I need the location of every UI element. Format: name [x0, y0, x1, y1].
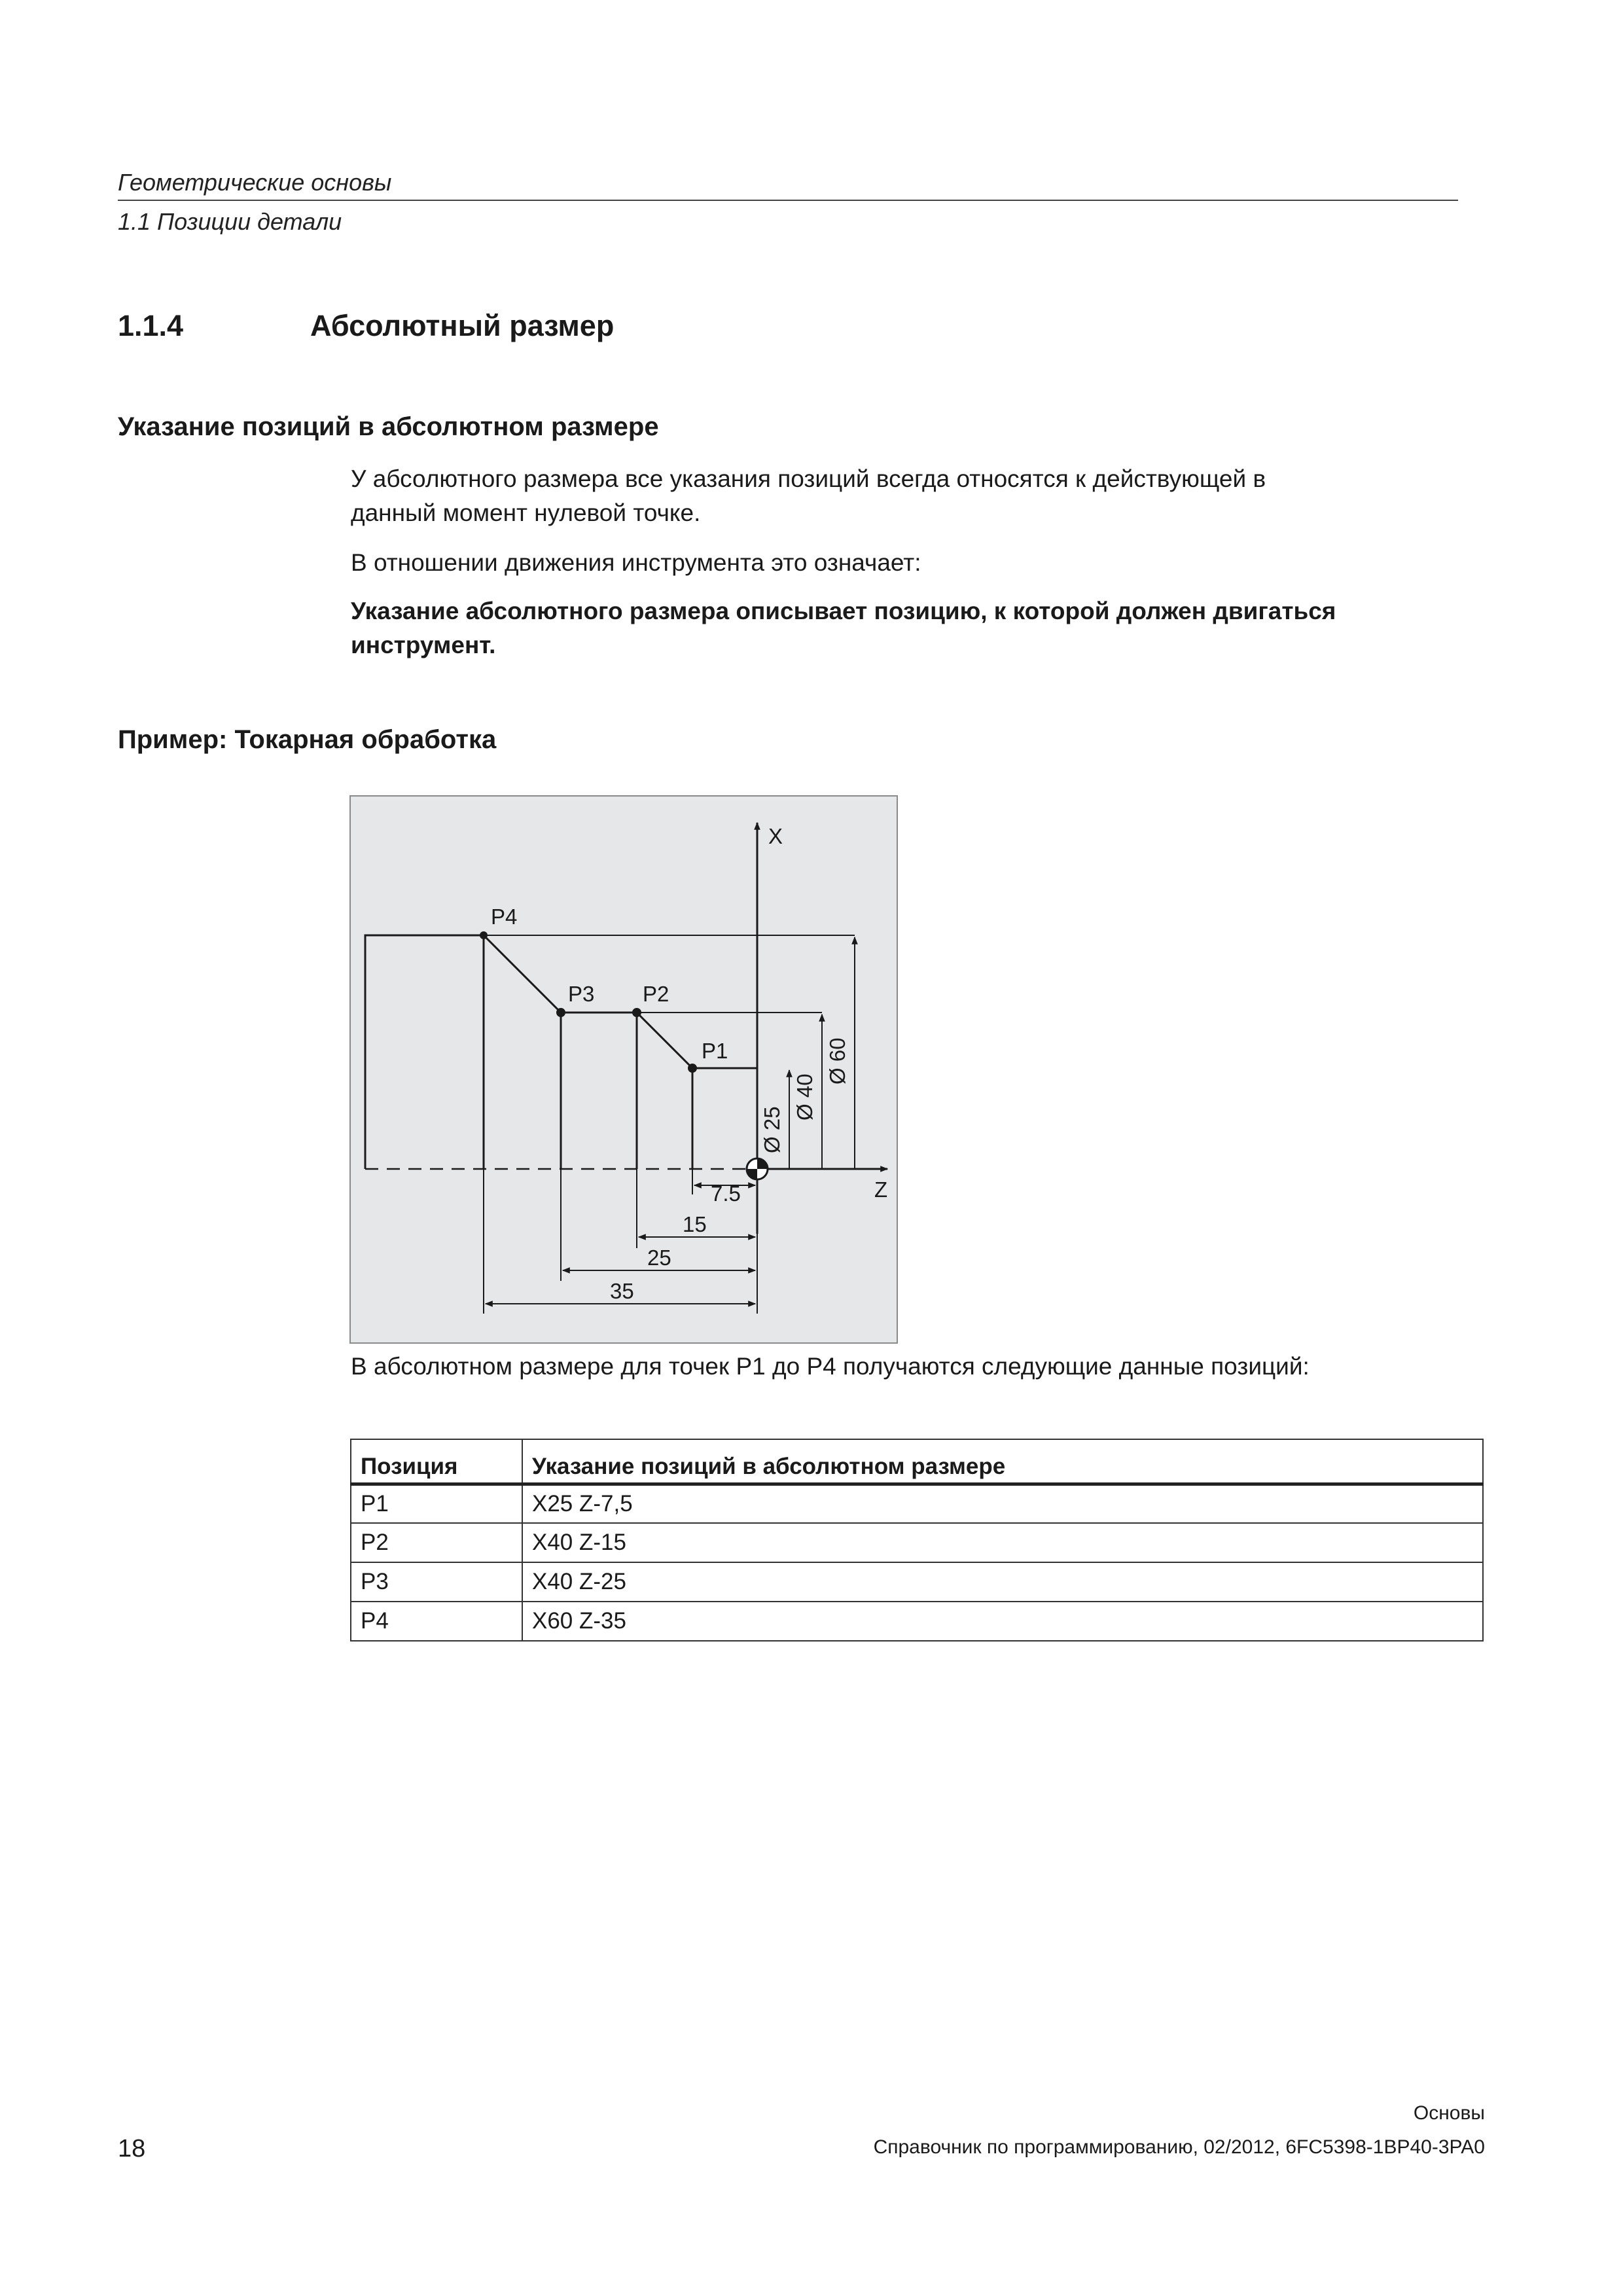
cell-position: P4 — [351, 1602, 522, 1641]
paragraph-line: Указание абсолютного размера описывает позицию, к которой должен двигаться — [351, 598, 1336, 624]
table-header-row — [351, 1439, 1483, 1484]
table-row — [351, 1562, 1483, 1602]
distance-25-label: 25 — [647, 1246, 671, 1270]
distance-7-5-label: 7.5 — [711, 1181, 741, 1206]
table-caption: В абсолютном размере для точек P1 до P4 получаются следующие данные позиций: — [351, 1353, 1310, 1380]
paragraph-tool-motion: В отношении движения инструмента это означает: — [351, 549, 921, 576]
cell-absolute: X40 Z-15 — [522, 1523, 1483, 1562]
point-p1-label: P1 — [702, 1039, 728, 1063]
table-row — [351, 1602, 1483, 1641]
table-row — [351, 1523, 1483, 1562]
paragraph-emphasis — [351, 594, 1463, 662]
positions-table — [350, 1439, 1484, 1641]
paragraph-line: инструмент. — [351, 632, 496, 658]
paragraph-absolute-definition — [351, 462, 1463, 530]
distance-35-label: 35 — [610, 1279, 634, 1303]
table-row — [351, 1484, 1483, 1523]
column-header-position: Позиция — [351, 1439, 522, 1484]
axis-z-label: Z — [874, 1177, 888, 1202]
page-number: 18 — [118, 2135, 146, 2162]
cell-absolute: X25 Z-7,5 — [522, 1484, 1483, 1523]
diameter-40-label: Ø 40 — [793, 1073, 817, 1121]
cell-absolute: X40 Z-25 — [522, 1562, 1483, 1602]
paragraph-line: данный момент нулевой точке. — [351, 499, 701, 526]
header-rule — [118, 200, 1458, 201]
point-p1-marker — [688, 1064, 697, 1073]
running-header-section: 1.1 Позиции детали — [118, 208, 342, 235]
subsection-title-positions: Указание позиций в абсолютном размере — [118, 412, 659, 441]
column-header-absolute: Указание позиций в абсолютном размере — [522, 1439, 1483, 1484]
cell-absolute: X60 Z-35 — [522, 1602, 1483, 1641]
cell-position: P1 — [351, 1484, 522, 1523]
running-header-chapter: Геометрические основы — [118, 169, 392, 196]
subsection-title-example: Пример: Токарная обработка — [118, 725, 497, 754]
cell-position: P3 — [351, 1562, 522, 1602]
point-p4-label: P4 — [491, 905, 518, 929]
zero-point-icon — [747, 1158, 768, 1179]
point-p3-label: P3 — [568, 982, 595, 1006]
section-title: Абсолютный размер — [310, 309, 615, 342]
point-p2-marker — [632, 1008, 641, 1017]
diameter-25-label: Ø 25 — [760, 1106, 784, 1153]
turning-diagram — [349, 795, 898, 1344]
footer-reference: Справочник по программированию, 02/2012, 6FC5398-1BP40-3PA0 — [873, 2136, 1485, 2158]
distance-15-label: 15 — [683, 1212, 707, 1236]
paragraph-line: У абсолютного размера все указания позиций всегда относятся к действующей в — [351, 465, 1266, 492]
section-number: 1.1.4 — [118, 309, 184, 342]
cell-position: P2 — [351, 1523, 522, 1562]
point-p3-marker — [556, 1008, 565, 1017]
diameter-60-label: Ø 60 — [825, 1037, 849, 1085]
axis-x-label: X — [768, 824, 783, 848]
point-p2-label: P2 — [643, 982, 669, 1006]
point-p4-marker — [480, 931, 488, 939]
footer-book-title: Основы — [1413, 2102, 1485, 2124]
